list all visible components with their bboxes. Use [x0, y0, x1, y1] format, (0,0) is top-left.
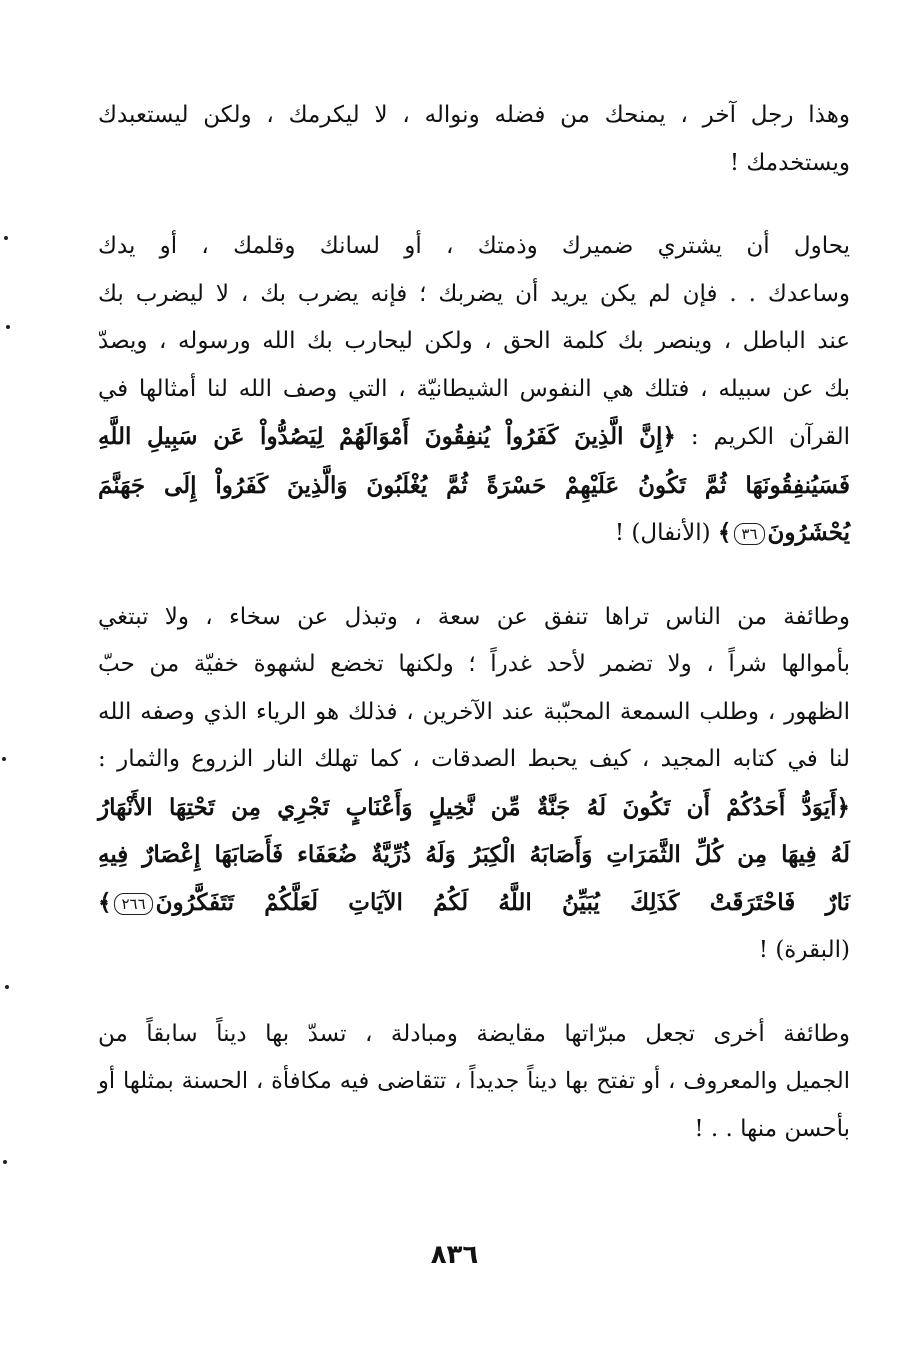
margin-dot: [5, 985, 9, 989]
margin-dot: [3, 1160, 7, 1164]
paragraph-2: [98, 223, 850, 558]
surah-reference: (البقرة) !: [758, 937, 850, 963]
text-line: الظهور ، وطلب السمعة المحبّبة عند الآخرين ، فذلك هو الرياء الذي وصفه الله: [98, 698, 850, 725]
surah-reference: (الأنفال) !: [614, 520, 711, 546]
text-line: وهذا رجل آخر ، يمنحك من فضله ونواله ، لا ليكرمك ، ولكن ليستعبدك: [98, 102, 850, 128]
text-line: بأموالها شراً ، ولا تضمر لأحد غدراً ؛ ولكنها تخضع لشهوة خفيّة من حبّ: [98, 651, 850, 677]
margin-dot: [4, 236, 8, 240]
verse-line: [98, 879, 850, 928]
page-number: ٨٣٦: [430, 1240, 479, 1270]
page-body: [98, 92, 850, 1189]
ayah-number-marker: ٣٦: [734, 523, 764, 545]
text-line: يحاول أن يشتري ضميرك وذمتك ، أو لسانك وقلمك ، أو يدك: [98, 233, 850, 259]
paragraph-1: [98, 92, 850, 187]
text-line: بأحسن منها . . !: [694, 1115, 850, 1142]
text-line: الجميل والمعروف ، أو تفتح بها ديناً جديداً ، تتقاضى فيه مكافأة ، الحسنة بمثلها أو: [98, 1068, 850, 1094]
quran-verse: فَسَيُنفِقُونَهَا ثُمَّ تَكُونُ عَلَيْهِمْ حَسْرَةً ثُمَّ يُغْلَبُونَ وَالَّذِينَ كَفَرُواْ إِلَى جَهَنَّمَ: [98, 471, 850, 499]
verse-line: [98, 509, 850, 558]
text-line: بك عن سبيله ، فتلك هي النفوس الشيطانيّة ، التي وصف الله لنا أمثالها في: [98, 375, 850, 402]
text-line: لنا في كتابه المجيد ، كيف يحبط الصدقات ، كما تهلك النار الزروع والثمار :: [98, 746, 850, 772]
text-line: وطائفة من الناس تراها تنفق عن سعة ، وتبذل عن سخاء ، ولا تبتغي: [98, 603, 850, 630]
text-line: وساعدك . . فإن لم يكن يريد أن يضربك ؛ فإنه يضرب بك ، لا ليضرب بك: [98, 280, 850, 307]
quran-verse: ﴿أَيَوَدُّ أَحَدُكُمْ أَن تَكُونَ لَهُ جَنَّةٌ مِّن نَّخِيلٍ وَأَعْنَابٍ تَجْرِي مِن تَحْتِهَا الأَنْهَارُ: [98, 793, 850, 821]
verse-intro: القرآن الكريم :: [690, 424, 850, 450]
text-line: ويستخدمك !: [729, 149, 850, 176]
verse-close-bracket: ﴾: [98, 888, 112, 916]
quran-verse: يُحْشَرُونَ: [767, 519, 850, 546]
paragraph-3: [98, 594, 850, 975]
quran-verse: لَهُ فِيهَا مِن كُلِّ الثَّمَرَاتِ وَأَصَابَهُ الْكِبَرُ وَلَهُ ذُرِّيَّةٌ ضُعَفَاء فَأَصَابَهَا إِعْصَارٌ فِيهِ: [98, 841, 850, 868]
text-line: عند الباطل ، وينصر بك كلمة الحق ، ولكن ليحارب بك الله ورسوله ، ويصدّ: [98, 328, 850, 354]
quran-verse: ﴿إِنَّ الَّذِينَ كَفَرُواْ يُنفِقُونَ أَمْوَالَهُمْ لِيَصُدُّواْ عَن سَبِيلِ اللَّهِ: [98, 423, 676, 450]
quran-verse: نَارٌ فَاحْتَرَقَتْ كَذَلِكَ يُبَيِّنُ اللَّهُ لَكُمُ الآيَاتِ لَعَلَّكُمْ تَتَفَكَّرُونَ: [155, 888, 850, 916]
paragraph-4: [98, 1011, 850, 1154]
verse-close-bracket: ﴾: [717, 519, 732, 546]
ayah-number-marker: ٢٦٦: [114, 893, 152, 915]
text-line: وطائفة أخرى تجعل مبرّاتها مقايضة ومبادلة ، تسدّ بها ديناً سابقاً من: [98, 1020, 850, 1047]
margin-dot: [2, 757, 6, 761]
margin-dot: [6, 325, 10, 329]
verse-line: [98, 413, 850, 462]
